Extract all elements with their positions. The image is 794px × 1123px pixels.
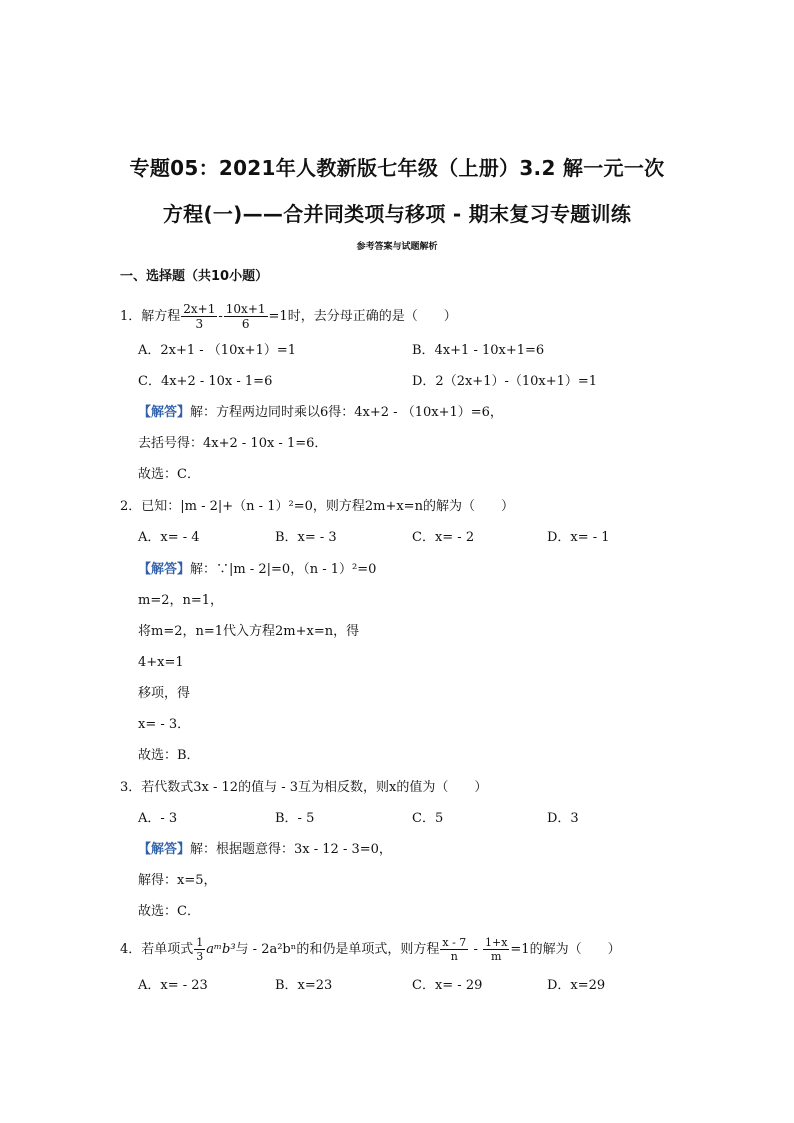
q2-option-a: A．x= - 4 <box>138 530 200 545</box>
q1-prefix: 1．解方程 <box>120 309 181 324</box>
q2-option-d: D．x= - 1 <box>547 530 610 545</box>
q1-suffix: 时，去分母正确的是（ ） <box>287 309 457 324</box>
title-line-1: 专题05：2021年人教新版七年级（上册）3.2 解一元一次 <box>129 156 665 180</box>
q4-frac1-numerator: x - 7 <box>442 936 467 949</box>
q2-option-b: B．x= - 3 <box>275 530 337 545</box>
q4-coef-denominator: 3 <box>196 950 204 963</box>
q2-option-c: C．x= - 2 <box>412 530 475 545</box>
q4-frac2-numerator: 1+x <box>484 936 508 949</box>
q4-middle-text: 与 - 2a²bⁿ的和仍是单项式，则方程 <box>235 942 440 957</box>
question-1-stem <box>120 302 457 331</box>
q1-solution-line-1 <box>138 404 503 422</box>
answer-tag: 【解答】 <box>138 562 191 577</box>
q3-option-c: C．5 <box>412 811 444 826</box>
q1-option-c: C．4x+2 - 10x - 1=6 <box>138 374 273 389</box>
q3-option-b: B．- 5 <box>275 811 315 826</box>
q4-fraction-1 <box>440 936 468 963</box>
q1-option-d: D．2（2x+1）-（10x+1）=1 <box>412 374 598 389</box>
q2-solution-line-7: 故选：B． <box>138 748 200 763</box>
q4-option-a: A．x= - 23 <box>138 978 208 993</box>
q4-option-b: B．x=23 <box>275 978 333 993</box>
question-4-stem <box>120 936 621 963</box>
q4-coef-numerator: 1 <box>196 936 204 949</box>
q1-eq-one: =1 <box>268 309 288 324</box>
q3-solution-line-3: 故选：C． <box>138 904 200 919</box>
q1-solution-line-3: 故选：C． <box>138 467 200 482</box>
q2-solution-line-6: x= - 3． <box>138 717 191 732</box>
q4-minus: - <box>469 942 482 957</box>
q1-minus: - <box>218 309 223 324</box>
q2-solution-text: 解：∵|m - 2|=0，（n - 1）²=0 <box>190 562 377 577</box>
q1-fraction-2 <box>224 302 268 331</box>
q3-solution-line-2: 解得：x=5， <box>138 873 217 888</box>
q1-frac1-denominator: 3 <box>195 317 204 331</box>
q1-solution-line-2: 去括号得：4x+2 - 10x - 1=6． <box>138 436 328 451</box>
q4-frac1-denominator: n <box>450 950 458 963</box>
answer-tag: 【解答】 <box>138 405 191 420</box>
title-line-2: 方程(一)——合并同类项与移项 - 期末复习专题训练 <box>162 202 632 226</box>
q4-monomial-1: aᵐb³ <box>206 942 236 957</box>
q3-solution-line-1 <box>138 841 392 859</box>
q4-option-d: D．x=29 <box>547 978 606 993</box>
q4-coefficient-fraction <box>194 936 205 963</box>
q1-frac2-numerator: 10x+1 <box>225 302 266 316</box>
question-2-stem: 2．已知：|m - 2|+（n - 1）²=0，则方程2m+x=n的解为（ ） <box>120 499 514 514</box>
q3-solution-text: 解：根据题意得：3x - 12 - 3=0， <box>190 842 392 857</box>
q4-prefix: 4．若单项式 <box>120 942 194 957</box>
q4-fraction-2 <box>483 936 509 963</box>
q1-solution-text: 解：方程两边同时乘以6得：4x+2 - （10x+1）=6， <box>190 405 503 420</box>
q1-frac2-denominator: 6 <box>241 317 250 331</box>
question-3-stem: 3．若代数式3x - 12的值与 - 3互为相反数，则x的值为（ ） <box>120 780 488 795</box>
q2-solution-line-5: 移项，得 <box>138 686 191 701</box>
q2-solution-line-3: 将m=2，n=1代入方程2m+x=n，得 <box>138 624 360 639</box>
section-heading: 一、选择题（共10小题） <box>120 269 269 284</box>
q3-option-a: A．- 3 <box>138 811 178 826</box>
answer-tag: 【解答】 <box>138 842 191 857</box>
q1-option-a: A．2x+1 - （10x+1）=1 <box>138 343 297 358</box>
q1-fraction-1 <box>181 302 217 331</box>
q2-solution-line-4: 4+x=1 <box>138 655 184 670</box>
q1-frac1-numerator: 2x+1 <box>183 302 216 316</box>
subtitle: 参考答案与试题解析 <box>356 242 438 252</box>
q2-solution-line-2: m=2，n=1， <box>138 593 224 608</box>
q1-option-b: B．4x+1 - 10x+1=6 <box>412 343 545 358</box>
q3-option-d: D．3 <box>547 811 579 826</box>
q4-option-c: C．x= - 29 <box>412 978 483 993</box>
q4-suffix: =1的解为（ ） <box>510 942 621 957</box>
q4-frac2-denominator: m <box>490 950 502 963</box>
q2-solution-line-1 <box>138 561 376 579</box>
